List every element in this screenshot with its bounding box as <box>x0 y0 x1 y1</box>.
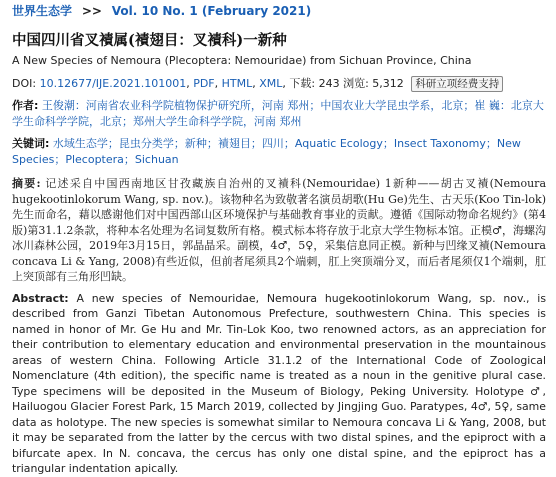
downloads-count: 下载: 243 <box>289 77 340 90</box>
pdf-link[interactable]: PDF <box>193 77 215 90</box>
views-count: 浏览: 5,312 <box>343 77 404 90</box>
funding-button[interactable]: 科研立项经费支持 <box>411 76 503 92</box>
article-links-row: DOI: 10.12677/IJE.2021.101001, PDF, HTML, XML, 下载: 243 浏览: 5,312 科研立项经费支持 <box>12 75 546 92</box>
authors-text[interactable]: 王俊潮：河南省农业科学院植物保护研究所，河南 郑州；中国农业大学昆虫学系，北京；崔 巍：北京大学生命科学学院，北京；郑州大学生命科学学院，河南 郑州 <box>12 99 544 128</box>
doi-link[interactable]: 10.12677/IJE.2021.101001 <box>39 77 187 90</box>
abstract-zh-label: 摘要: <box>12 177 41 190</box>
authors-block <box>12 98 546 130</box>
keywords-block <box>12 136 546 168</box>
breadcrumb-separator: >> <box>81 4 102 18</box>
article-content <box>12 23 546 477</box>
abstract-en <box>12 291 546 477</box>
abstract-en-text: A new species of Nemouridae, Nemoura hugekootinlokorum Wang, sp. nov., is described from Ganzi Tibetan Autonomous Prefecture, southwestern China. This species is named in honor of Mr. Ge Hu and Mr. Tin-Lok Koo, two renowned actors, as an appreciation for their contribution to elementary education and environmental preservation in the mountainous areas of western China. Following Article 31.1.2 of the International Code of Zoological Nomenclature (4th edition), the specific name is treated as a noun in the genitive plural case. Type specimens will be deposited in the Museum of Biology, Peking University. Holotype ♂, Hailuogou Glacier Forest Park, 15 March 2019, collected by Jingjing Guo. Paratypes, 4♂, 5♀, same data as holotype. The new species is somewhat similar to Nemoura concava Li & Yang, 2008, but it may be separated from the latter by the cercus with two distal spines, and the epiproct with a bifurcate apex. In N. concava, the cercus has only one distal spine, and the epiproct has a triangular indentation apically. <box>12 291 546 475</box>
abstract-zh <box>12 176 546 285</box>
xml-link[interactable]: XML <box>259 77 283 90</box>
breadcrumb <box>0 0 556 23</box>
abstract-zh-text: 记述采自中国西南地区甘孜藏族自治州的叉襀科(Nemouridae) 1新种——胡古叉襀(Nemoura hugekootinlokorum Wang, sp. nov.)。该物种名为致敬著名演员胡歌(Hu Ge)先生、古天乐(Koo Tin-lok)先生而命名，藉以感谢他们对中国西部山区环境保护与基础教育事业的贡献。遵循《国际动物命名规约》(第4版)第31.1.2条款，将种本名处理为名词复数所有格。模式标本将存放于北京大学生物标本馆。正模♂，海螺沟冰川森林公园，2019年3月15日，郭晶晶采。副模，4♂，5♀，采集信息同正模。新种与凹缘叉襀(Nemoura concava Li & Yang, 2008)有些近似，但前者尾须具2个端刺，肛上突顶端分叉，而后者尾须仅1个端刺，肛上突顶部有三角形凹缺。 <box>12 177 546 283</box>
article-title-en: A New Species of Nemoura (Plecoptera: Nemouridae) from Sichuan Province, China <box>12 54 472 67</box>
breadcrumb-issue-link[interactable]: Vol. 10 No. 1 (February 2021) <box>111 4 312 18</box>
article-title-zh: 中国四川省叉襀属(襀翅目：叉襀科)一新种 <box>12 32 287 49</box>
doi-label: DOI: <box>12 77 40 90</box>
keywords-text[interactable]: 水域生态学；昆虫分类学；新种；襀翅目；四川；Aquatic Ecology；Insect Taxonomy；New Species；Plecoptera；Sichuan <box>12 137 521 166</box>
html-link[interactable]: HTML <box>221 77 253 90</box>
keywords-label: 关键词: <box>12 137 50 150</box>
abstract-en-label: Abstract: <box>12 291 69 305</box>
authors-label: 作者: <box>12 99 39 112</box>
breadcrumb-journal-link[interactable]: 世界生态学 <box>12 4 73 18</box>
